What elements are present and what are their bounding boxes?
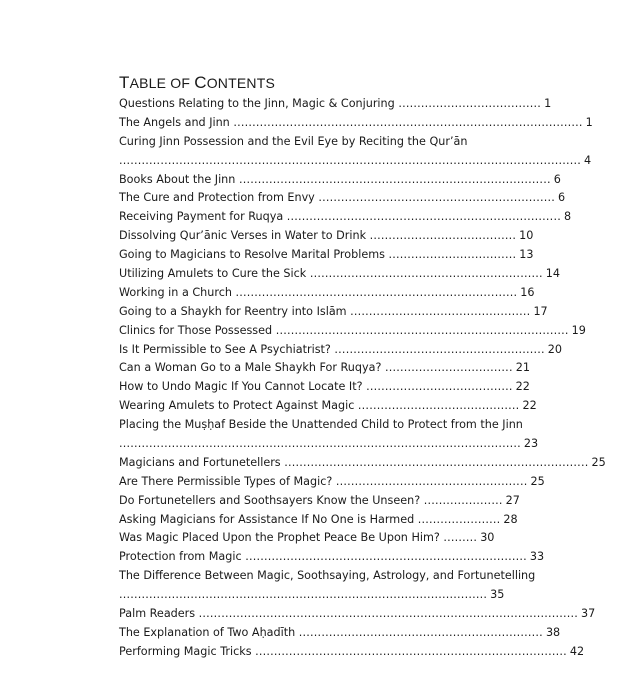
toc-entry-title: Going to a Shaykh for Reentry into Islām — [119, 304, 347, 318]
toc-entry-leader: ................................................................................... — [238, 172, 551, 186]
toc-entry-page-number: 22 — [522, 399, 537, 413]
toc-entry-leader: ....................................... — [366, 380, 513, 394]
toc-entry-title: The Cure and Protection from Envy — [119, 191, 315, 205]
toc-entry-page-number: 33 — [529, 550, 545, 564]
toc-entry-leader: ..................................................................................................... — [198, 607, 579, 621]
toc-entry-page-number: 1 — [585, 115, 593, 129]
toc-entry-leader: ........................................................................................................................... — [119, 153, 582, 167]
toc-entry-title: Performing Magic Tricks — [119, 644, 252, 658]
toc-entry-page-number: 17 — [533, 304, 548, 318]
title-initial-2: C — [194, 73, 207, 92]
toc-entry-page-number: 37 — [581, 607, 596, 621]
toc-entry-page-number: 28 — [503, 512, 518, 526]
toc-entry-leader: ............................................................... — [318, 191, 556, 205]
toc-entry-leader: ................................................................................... — [255, 644, 567, 658]
toc-entry[interactable] — [119, 114, 593, 133]
toc-entry-page-number: 27 — [505, 493, 520, 507]
toc-entry-leader: ................................................... — [335, 474, 528, 488]
toc-entry-page-number: 19 — [571, 323, 586, 337]
toc-entry-page-number: 38 — [545, 625, 561, 639]
toc-entry-title: Wearing Amulets to Protect Against Magic — [119, 399, 355, 413]
toc-entry[interactable] — [119, 435, 539, 454]
toc-entry-title: Going to Magicians to Resolve Marital Problems — [119, 248, 385, 262]
toc-entry-leader: ......................................................................... — [286, 210, 561, 224]
toc-entry[interactable] — [119, 95, 552, 114]
toc-entry-leader: ........................................................................... — [245, 550, 527, 564]
toc-entry-leader: .............................................................. — [309, 267, 543, 281]
toc-entry[interactable] — [119, 171, 561, 190]
toc-entry[interactable] — [119, 454, 606, 473]
toc-entry-page-number: 22 — [515, 380, 530, 394]
toc-entry[interactable] — [119, 605, 596, 624]
toc-entry-page-number: 4 — [584, 153, 592, 167]
toc-entry-title: Palm Readers — [119, 607, 196, 621]
toc-entry[interactable] — [119, 359, 539, 378]
toc-entry[interactable] — [119, 643, 585, 662]
toc-entry[interactable] — [119, 473, 545, 492]
toc-entry[interactable] — [119, 133, 539, 152]
toc-list — [119, 95, 606, 662]
toc-entry[interactable] — [119, 152, 592, 171]
toc-entry-page-number: 25 — [530, 474, 545, 488]
toc-entry-leader: ..................... — [423, 493, 503, 507]
toc-entry-title: Dissolving Qur’ānic Verses in Water to Drink — [119, 229, 367, 243]
toc-entry-title: The Explanation of Two Aḥadīth — [119, 625, 296, 639]
toc-entry-title: How to Undo Magic If You Cannot Locate It? — [119, 380, 363, 394]
toc-entry-title: Clinics for Those Possessed — [119, 323, 273, 337]
toc-entry-page-number: 10 — [519, 229, 534, 243]
toc-entry-leader: ................................................ — [350, 304, 531, 318]
toc-entry-title: The Difference Between Magic, Soothsaying, Astrology, and Fortunetelling — [119, 569, 536, 583]
toc-entry[interactable] — [119, 227, 539, 246]
toc-entry-page-number: 16 — [520, 285, 535, 299]
toc-entry[interactable] — [119, 341, 563, 360]
toc-entry-leader: .................................. — [384, 361, 513, 375]
toc-entry-title: Are There Permissible Types of Magic? — [119, 474, 333, 488]
toc-entry-leader: .............................................................................. — [275, 323, 569, 337]
title-initial: T — [119, 73, 130, 92]
toc-entry-page-number: 6 — [558, 191, 566, 205]
toc-entry-page-number: 35 — [490, 588, 505, 602]
toc-entry-title: The Angels and Jinn — [119, 115, 230, 129]
toc-entry-page-number: 30 — [480, 531, 495, 545]
toc-entry-page-number: 1 — [544, 97, 552, 110]
toc-entry[interactable] — [119, 246, 539, 265]
toc-entry-page-number: 20 — [547, 342, 563, 356]
toc-entry-leader: ................................................................. — [298, 625, 543, 639]
toc-entry-leader: .................................. — [388, 248, 517, 262]
toc-entry-title: Utilizing Amulets to Cure the Sick — [119, 267, 307, 281]
toc-entry-title: Is It Permissible to See A Psychiatrist? — [119, 342, 331, 356]
toc-entry-page-number: 42 — [569, 644, 585, 658]
toc-entry[interactable] — [119, 624, 561, 643]
toc-entry-leader: ........................................................ — [334, 342, 545, 356]
toc-entry-leader: ............................................................................................. — [233, 115, 583, 129]
toc-entry-leader: .................................................................................................. — [119, 588, 488, 602]
toc-entry-page-number: 6 — [553, 172, 561, 186]
toc-entry[interactable] — [119, 492, 539, 511]
toc-entry-title: Receiving Payment for Ruqya — [119, 210, 284, 224]
toc-entry-title: Asking Magicians for Assistance If No One is Harmed — [119, 512, 415, 526]
toc-entry-page-number: 13 — [519, 248, 534, 262]
toc-page — [119, 72, 606, 662]
toc-entry[interactable] — [119, 548, 545, 567]
toc-entry[interactable] — [119, 586, 539, 605]
toc-entry-leader: ................................................................................. — [284, 455, 589, 469]
toc-entry-title: Protection from Magic — [119, 550, 242, 564]
toc-entry[interactable] — [119, 189, 566, 208]
toc-entry-title: Books About the Jinn — [119, 172, 236, 186]
toc-entry-leader: ........................................................................................................... — [119, 437, 521, 451]
toc-entry-page-number: 21 — [515, 361, 530, 375]
toc-title — [119, 72, 539, 93]
toc-entry-leader: ........................................................................... — [235, 285, 518, 299]
title-smallcaps: ABLE OF — [129, 75, 195, 91]
toc-entry[interactable] — [119, 416, 539, 435]
toc-entry[interactable] — [119, 397, 539, 416]
toc-entry-title: Was Magic Placed Upon the Prophet Peace Be Upon Him? — [119, 531, 440, 545]
toc-entry[interactable] — [119, 529, 539, 548]
title-smallcaps-2: ONTENTS — [206, 75, 275, 91]
toc-entry[interactable] — [119, 208, 572, 227]
toc-entry-title: Curing Jinn Possession and the Evil Eye by Reciting the Qur’ān — [119, 134, 468, 148]
toc-entry-leader: ........................................... — [357, 399, 520, 413]
toc-entry-page-number: 8 — [563, 210, 572, 224]
toc-entry-page-number: 14 — [545, 267, 560, 281]
toc-entry[interactable] — [119, 265, 560, 284]
toc-entry-title: Placing the Muṣḥaf Beside the Unattended Child to Protect from the Jinn — [119, 418, 523, 432]
toc-entry-page-number: 23 — [523, 437, 539, 451]
toc-entry[interactable] — [119, 303, 548, 322]
toc-entry-title: Magicians and Fortunetellers — [119, 455, 281, 469]
toc-entry-title: Do Fortunetellers and Soothsayers Know the Unseen? — [119, 493, 421, 507]
toc-entry-page-number: 25 — [591, 455, 606, 469]
toc-entry-title: Questions Relating to the Jinn, Magic & Conjuring — [119, 97, 395, 110]
toc-entry-leader: ...................... — [417, 512, 501, 526]
toc-entry-leader: ......... — [443, 531, 478, 545]
toc-entry[interactable] — [119, 284, 539, 303]
toc-entry[interactable] — [119, 378, 539, 397]
toc-entry-leader: ....................................... — [369, 229, 517, 243]
toc-entry-title: Working in a Church — [119, 285, 232, 299]
toc-entry[interactable] — [119, 322, 586, 341]
toc-entry[interactable] — [119, 511, 539, 530]
toc-entry-title: Can a Woman Go to a Male Shaykh For Ruqya? — [119, 361, 382, 375]
toc-entry[interactable] — [119, 567, 539, 586]
toc-entry-leader: ...................................... — [398, 97, 542, 110]
